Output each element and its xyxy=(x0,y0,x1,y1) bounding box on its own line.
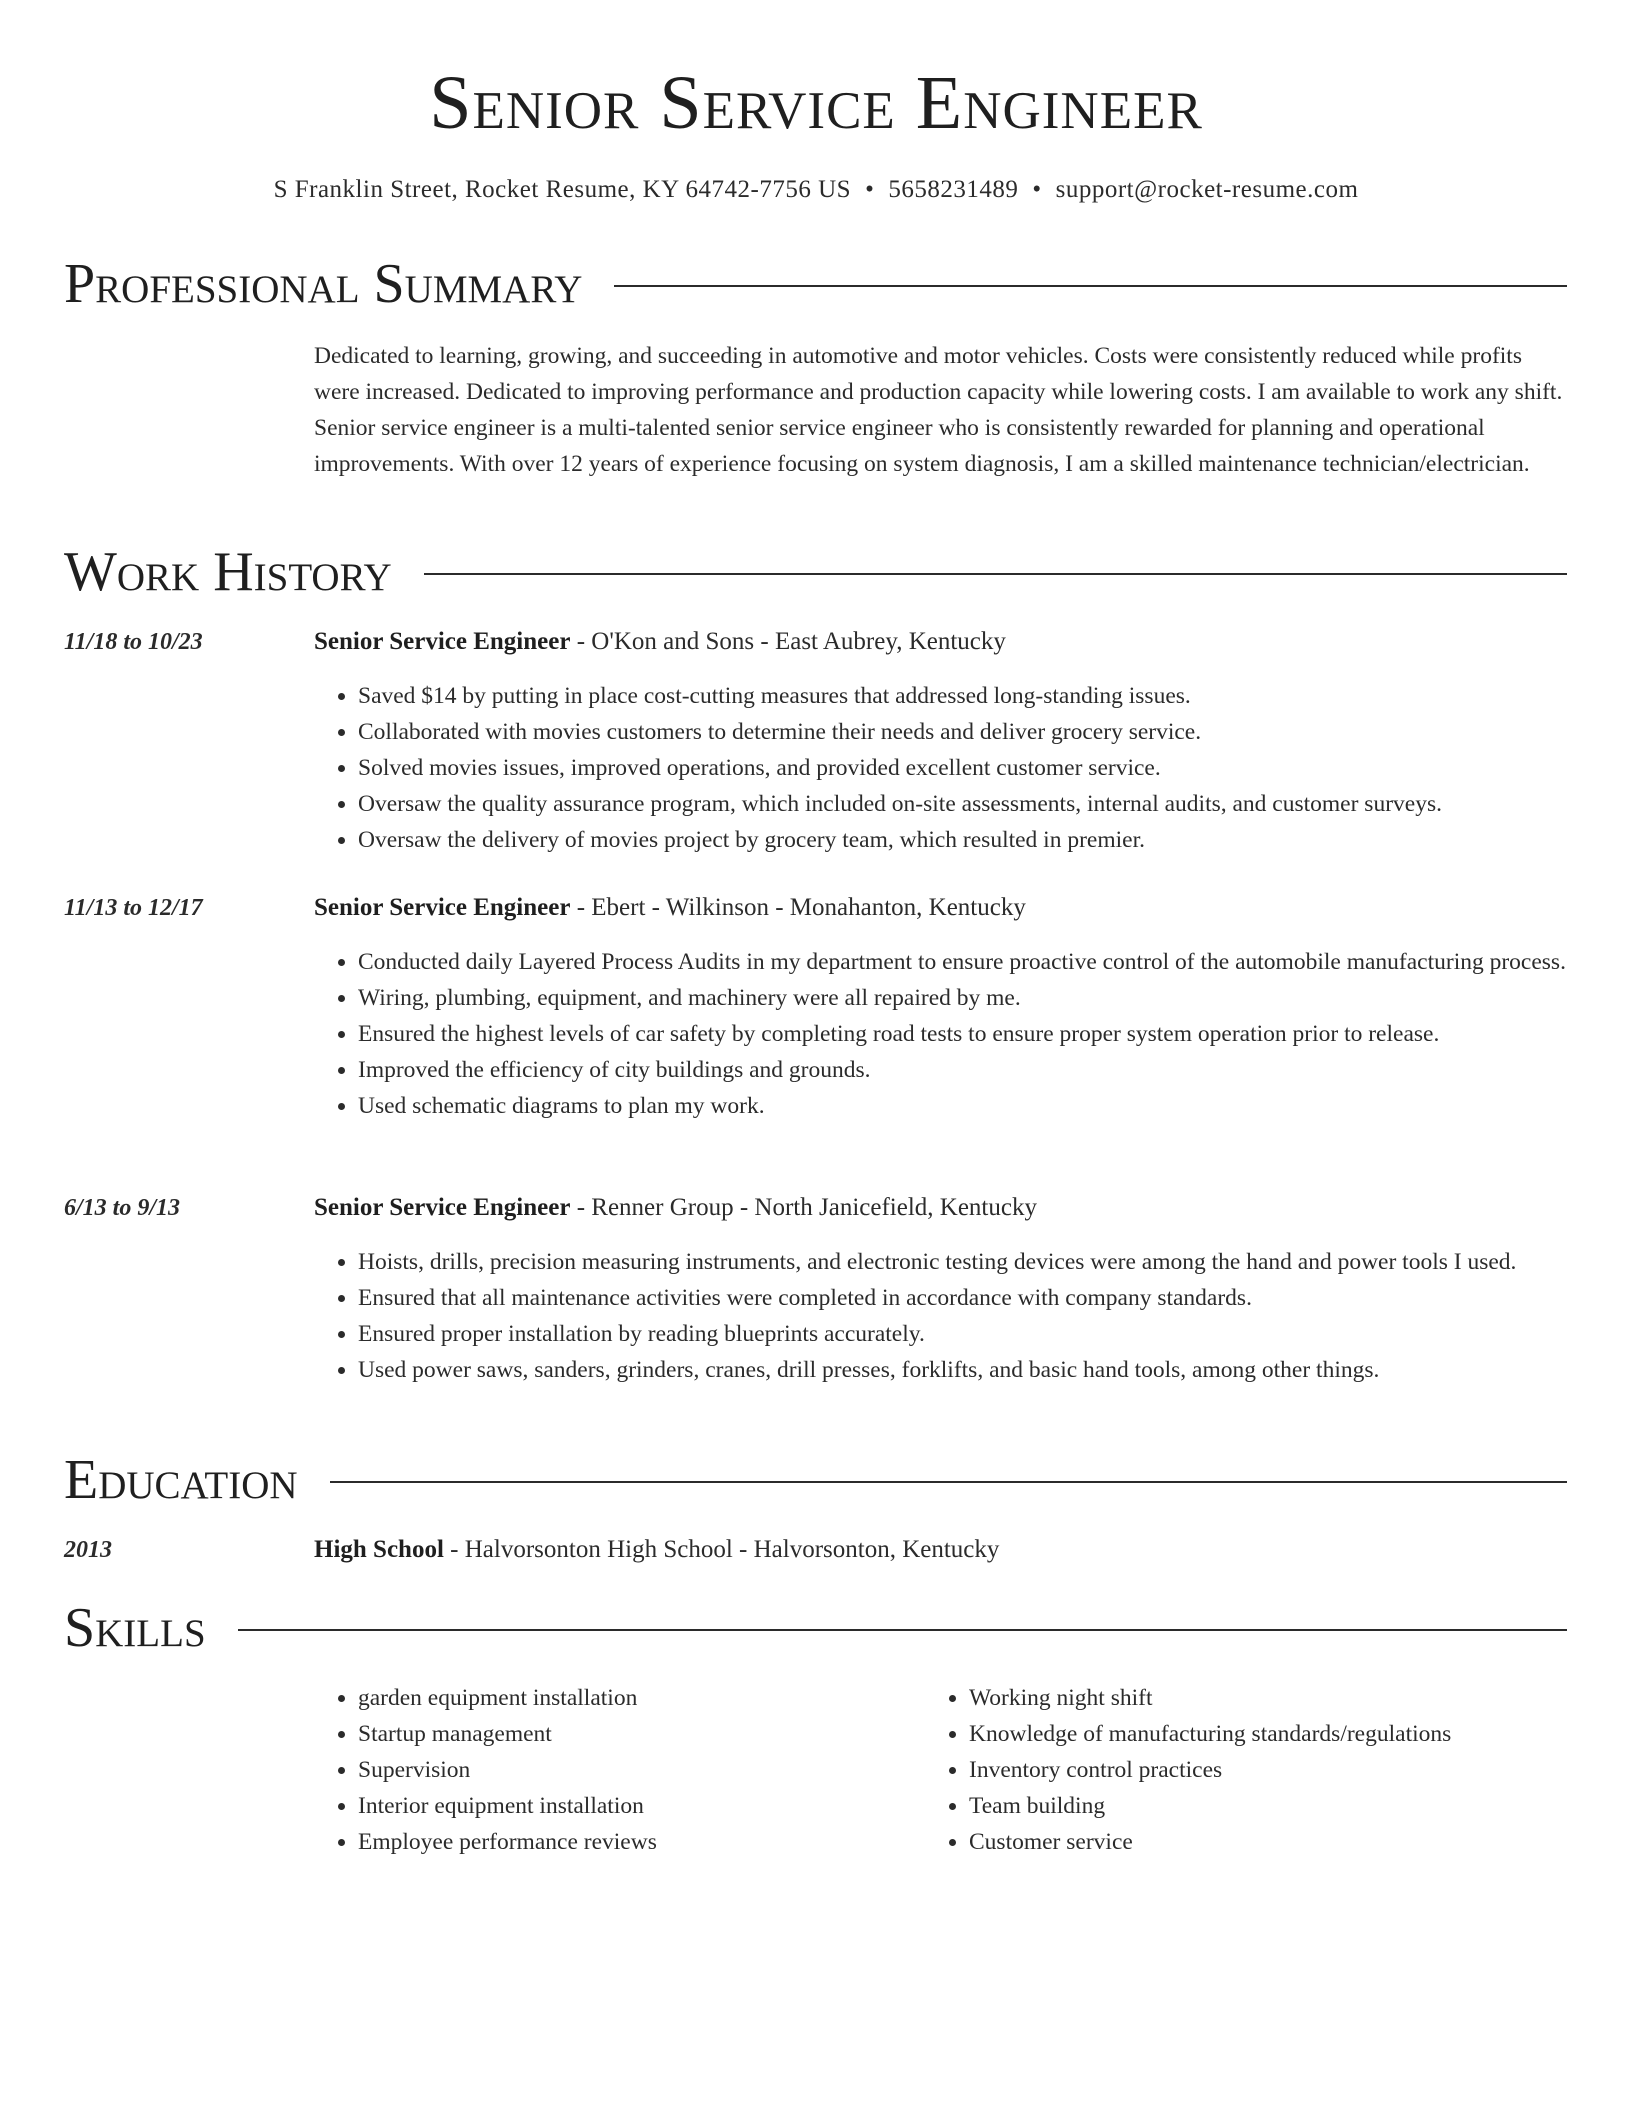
skill-item: • Working night shift xyxy=(969,1680,1567,1716)
contact-phone: 5658231489 xyxy=(888,176,1019,203)
skill-item: • Interior equipment installation xyxy=(358,1788,914,1824)
job-employer-location: - Renner Group - North Janicefield, Kentucky xyxy=(570,1194,1037,1221)
skill-item: • Customer service xyxy=(969,1824,1567,1860)
job-bullet: • Solved movies issues, improved operations, and provided excellent customer service. xyxy=(358,750,1567,786)
education-degree: High School xyxy=(314,1536,444,1563)
job-bullet: • Saved $14 by putting in place cost-cutting measures that addressed long-standing issues. xyxy=(358,678,1567,714)
section-title: Education xyxy=(64,1449,298,1511)
job-bullet: • Used schematic diagrams to plan my work. xyxy=(358,1088,1567,1124)
education-year: 2013 xyxy=(64,1537,112,1563)
job-dates: 11/13 to 12/17 xyxy=(64,895,203,921)
skill-item: • Knowledge of manufacturing standards/regulations xyxy=(969,1716,1567,1752)
job-bullet-list xyxy=(314,678,1567,858)
job-title: Senior Service Engineer xyxy=(314,894,571,921)
job-bullet: • Oversaw the quality assurance program, which included on-site assessments, internal audits, and customer surveys. xyxy=(358,786,1567,822)
job-dates: 6/13 to 9/13 xyxy=(64,1195,181,1221)
section-title: Work History xyxy=(64,541,392,603)
job-employer-location: - O'Kon and Sons - East Aubrey, Kentucky xyxy=(570,628,1006,655)
job-bullet: • Improved the efficiency of city buildings and grounds. xyxy=(358,1052,1567,1088)
contact-address: S Franklin Street, Rocket Resume, KY 64742-7756 US xyxy=(273,176,852,203)
job-employer-location: - Ebert - Wilkinson - Monahanton, Kentucky xyxy=(570,894,1026,921)
skill-item: • Employee performance reviews xyxy=(358,1824,914,1860)
job-heading xyxy=(314,624,1567,660)
contact-separator: • xyxy=(1032,176,1042,203)
job-bullet: • Conducted daily Layered Process Audits in my department to ensure proactive control of the automobile manufacturing process. xyxy=(358,944,1567,980)
skill-item: • Inventory control practices xyxy=(969,1752,1567,1788)
section-divider xyxy=(424,573,1567,575)
section-heading-education xyxy=(64,1448,1567,1512)
job-bullet: • Ensured the highest levels of car safety by completing road tests to ensure proper system operation prior to release. xyxy=(358,1016,1567,1052)
section-heading-work-history xyxy=(64,540,1567,604)
skills-list-right xyxy=(925,1680,1567,1860)
skill-item: • Supervision xyxy=(358,1752,914,1788)
job-bullet: • Ensured proper installation by reading blueprints accurately. xyxy=(358,1316,1567,1352)
job-bullet: • Used power saws, sanders, grinders, cranes, drill presses, forklifts, and basic hand tools, among other things. xyxy=(358,1352,1567,1388)
job-bullet-list xyxy=(314,944,1567,1124)
resume-name-heading: Senior Service Engineer xyxy=(429,61,1203,145)
job-bullet: • Ensured that all maintenance activities were completed in accordance with company standards. xyxy=(358,1280,1567,1316)
job-bullet: • Collaborated with movies customers to determine their needs and deliver grocery service. xyxy=(358,714,1567,750)
skill-item: • Startup management xyxy=(358,1716,914,1752)
job-title: Senior Service Engineer xyxy=(314,628,571,655)
contact-line xyxy=(0,172,1632,208)
section-title: Professional Summary xyxy=(64,253,583,315)
skill-item: • garden equipment installation xyxy=(358,1680,914,1716)
education-entry xyxy=(314,1532,1567,1568)
job-heading xyxy=(314,1190,1567,1226)
section-title: Skills xyxy=(64,1597,206,1659)
job-title: Senior Service Engineer xyxy=(314,1194,571,1221)
job-heading xyxy=(314,890,1567,926)
skill-item: • Team building xyxy=(969,1788,1567,1824)
job-bullet-list xyxy=(314,1244,1567,1388)
contact-separator: • xyxy=(865,176,875,203)
contact-email: support@rocket-resume.com xyxy=(1055,176,1359,203)
section-divider xyxy=(330,1481,1567,1483)
job-bullet: • Wiring, plumbing, equipment, and machinery were all repaired by me. xyxy=(358,980,1567,1016)
section-divider xyxy=(614,285,1567,287)
education-school-location: - Halvorsonton High School - Halvorsonton, Kentucky xyxy=(443,1536,1000,1563)
section-heading-skills xyxy=(64,1596,1567,1660)
section-divider xyxy=(238,1629,1567,1631)
job-bullet: • Hoists, drills, precision measuring instruments, and electronic testing devices were among the hand and power tools I used. xyxy=(358,1244,1567,1280)
skills-list-left xyxy=(314,1680,914,1860)
section-heading-summary xyxy=(64,252,1567,316)
job-bullet: • Oversaw the delivery of movies project by grocery team, which resulted in premier. xyxy=(358,822,1567,858)
summary-paragraph: Dedicated to learning, growing, and succeeding in automotive and motor vehicles. Costs were consistently reduced while profits were increased. Dedicated to improving performance and production capacity while lowering costs. I am available to work any shift. Senior service engineer is a multi-talented senior service engineer who is consistently rewarded for planning and operational improvements. With over 12 years of experience focusing on system diagnosis, I am a skilled maintenance technician/electrician. xyxy=(314,343,1563,477)
job-dates: 11/18 to 10/23 xyxy=(64,629,203,655)
